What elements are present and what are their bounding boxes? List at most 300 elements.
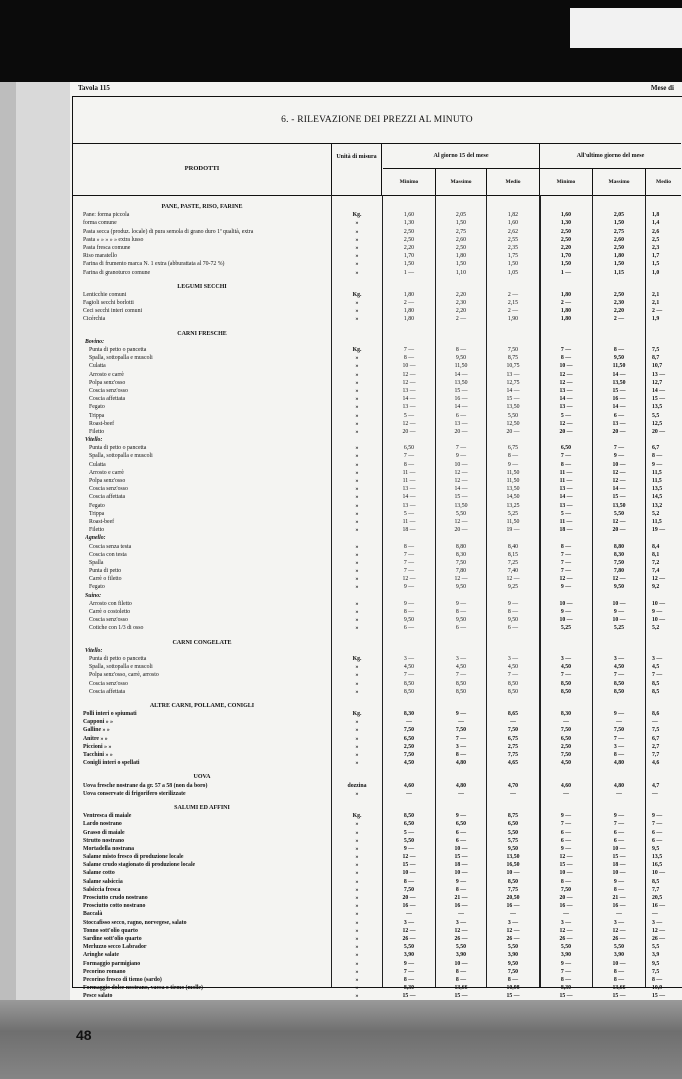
section-heading <box>73 773 681 781</box>
price-cell: — <box>406 790 412 797</box>
price-cell: 6 — <box>560 829 572 836</box>
price-cell: 16 — <box>652 903 666 910</box>
price-cell: 2,20 <box>613 308 625 315</box>
price-cell: 2 — <box>652 308 663 315</box>
table-row <box>73 461 681 469</box>
price-cell: 10 — <box>652 870 666 877</box>
price-cell: 8 — <box>507 453 519 460</box>
price-cell: 14,50 <box>506 494 520 501</box>
subgroup-title: Bovino: <box>85 338 105 345</box>
price-cell: 15 — <box>454 387 468 394</box>
price-cell: 12 — <box>559 379 573 386</box>
price-cell: 6,7 <box>652 445 660 452</box>
product-name: forma comune <box>83 220 117 227</box>
price-cell: 15 — <box>652 993 666 1000</box>
price-cell: 9 — <box>455 600 467 607</box>
price-cell: 13,25 <box>506 502 520 509</box>
price-cell: 2 — <box>403 300 415 307</box>
product-name: Prosciutto crudo nostrano <box>83 895 148 901</box>
price-cell: 7 — <box>560 559 572 566</box>
price-cell: 13 — <box>559 502 573 509</box>
price-cell: 20 — <box>652 428 666 435</box>
price-cell: 3,90 <box>507 952 519 959</box>
price-cell: 8,50 <box>403 813 415 820</box>
price-cell: 10 — <box>612 461 626 468</box>
product-name: Punta di petto <box>89 568 122 575</box>
table-row <box>73 469 681 477</box>
price-cell: 6,50 <box>403 821 415 828</box>
price-cell: 13 — <box>454 420 468 427</box>
product-name: Filetto <box>89 428 105 435</box>
product-name: Filetto <box>89 527 105 534</box>
price-cell: 26 — <box>612 935 626 942</box>
price-cell: 3 — <box>507 655 519 662</box>
price-cell: 8 — <box>652 976 663 983</box>
price-cell: 9 — <box>560 609 572 615</box>
unit-cell: » <box>355 494 359 501</box>
table-row <box>73 236 681 244</box>
product-name: Coscia affettata <box>89 688 126 695</box>
price-cell: 20 — <box>506 428 520 435</box>
price-cell: 9,5 <box>652 960 660 967</box>
unit-cell: » <box>355 680 359 687</box>
price-cell: 11 — <box>402 469 416 476</box>
price-cell: 10 — <box>652 600 666 607</box>
table-row <box>73 502 681 510</box>
price-cell: — <box>406 911 412 918</box>
price-cell: 3 — <box>403 919 415 926</box>
price-cell: 13 — <box>652 371 666 378</box>
price-cell: 15 — <box>506 993 520 1000</box>
product-name: Cotiche con 1/3 di osso <box>89 625 144 632</box>
price-cell: 16 — <box>612 903 626 910</box>
page-number: 48 <box>76 1027 92 1043</box>
price-cell: 1,05 <box>507 269 519 276</box>
price-cell: 1,7 <box>652 253 660 260</box>
subgroup-title: Vitello: <box>85 647 103 654</box>
unit-cell: » <box>355 396 359 403</box>
price-cell: — <box>458 790 464 797</box>
price-cell: 5,50 <box>507 412 519 419</box>
section-title: ALTRE CARNI, POLLAME, CONIGLI <box>149 702 255 709</box>
table-row <box>73 894 681 902</box>
price-cell: 9,50 <box>455 584 467 591</box>
price-cell: 6,7 <box>652 735 660 742</box>
price-cell: 4,80 <box>613 782 625 789</box>
unit-cell: » <box>355 760 359 767</box>
price-cell: 12 — <box>454 927 468 934</box>
price-cell: 8 — <box>613 347 625 353</box>
table-row <box>73 412 681 420</box>
price-cell: 7,50 <box>560 727 572 734</box>
unit-cell: » <box>355 510 359 517</box>
price-cell: 9,2 <box>652 584 660 591</box>
price-cell: 13,5 <box>652 854 663 861</box>
price-cell: 1,75 <box>507 253 519 260</box>
price-cell: 7,5 <box>652 347 660 353</box>
price-cell: 7,50 <box>507 968 519 975</box>
product-name: Uova fresche nostrane da gr. 57 a 58 (non da boro) <box>83 782 208 789</box>
price-cell: 1,8 <box>652 212 660 219</box>
price-cell: 7,50 <box>455 559 467 566</box>
table-row <box>73 886 681 894</box>
unit-cell: » <box>355 952 359 959</box>
price-cell: 15 — <box>612 387 626 394</box>
section-heading <box>73 330 681 338</box>
price-cell: 5 — <box>403 412 415 419</box>
table-row <box>73 387 681 395</box>
price-cell: 2,62 <box>507 228 519 235</box>
price-cell: 12 — <box>402 371 416 378</box>
unit-cell: » <box>355 985 359 992</box>
price-cell: 12 — <box>559 371 573 378</box>
price-cell: 11,5 <box>652 478 662 484</box>
table-row <box>73 655 681 663</box>
price-cell: 7 — <box>403 551 415 558</box>
price-cell: 5,25 <box>613 625 625 632</box>
unit-cell: » <box>355 316 359 323</box>
price-cell: 5,5 <box>652 412 660 419</box>
table-row <box>73 444 681 452</box>
price-cell: 7 — <box>652 672 663 679</box>
price-cell: 13,50 <box>454 502 468 509</box>
price-cell: 12 — <box>402 379 416 386</box>
price-cell: 7 — <box>455 672 467 679</box>
price-cell: 3 — <box>455 655 467 662</box>
price-cell: 12 — <box>402 927 416 934</box>
price-cell: 12 — <box>454 478 468 484</box>
table-row <box>73 951 681 959</box>
price-cell: 3 — <box>613 655 625 662</box>
price-cell: 12 — <box>559 420 573 427</box>
price-cell: 12 — <box>454 469 468 476</box>
unit-cell: » <box>355 845 359 852</box>
price-cell: 9 — <box>613 453 625 460</box>
price-cell: 5 — <box>403 510 415 517</box>
product-name: Punta di petto o pancetta <box>89 445 147 452</box>
scan-top-band <box>0 0 682 82</box>
table-row <box>73 820 681 828</box>
price-cell: 12 — <box>402 576 416 583</box>
product-name: Polpa senz'osso, carrè, arrosto <box>89 672 159 679</box>
price-cell: 8,5 <box>652 688 660 695</box>
unit-cell: » <box>355 862 359 869</box>
price-cell: 6 — <box>613 837 625 844</box>
price-cell: 20 — <box>402 428 416 435</box>
price-cell: 20 — <box>559 895 573 901</box>
price-cell: 8,30 <box>455 551 467 558</box>
table-row <box>73 452 681 460</box>
price-cell: 7,50 <box>613 727 625 734</box>
section-title: PANE, PASTE, RISO, FARINE <box>161 204 243 210</box>
price-cell: 4,50 <box>507 664 519 671</box>
unit-cell: » <box>355 387 359 394</box>
price-cell: 8 — <box>560 878 572 885</box>
price-cell: 2,30 <box>455 300 467 307</box>
unit-cell: » <box>355 688 359 695</box>
table-title: 6. - RILEVAZIONE DEI PREZZI AL MINUTO <box>73 97 681 144</box>
price-cell: 2 — <box>455 316 467 323</box>
unit-cell: » <box>355 228 359 235</box>
price-cell: 12 — <box>402 420 416 427</box>
price-cell: 10 — <box>454 960 468 967</box>
price-cell: 5,5 <box>652 944 660 951</box>
table-row <box>73 575 681 583</box>
price-cell: 2,50 <box>403 236 415 243</box>
price-cell: 9 — <box>403 960 415 967</box>
price-cell: 7 — <box>560 672 572 679</box>
price-cell: 7 — <box>455 445 467 452</box>
product-name: Trippa <box>89 412 105 419</box>
price-cell: 12 — <box>612 927 626 934</box>
price-cell: 9 — <box>560 845 572 852</box>
unit-cell: Kg. <box>352 655 362 662</box>
price-cell: 10 — <box>559 600 573 607</box>
price-cell: 10 — <box>612 960 626 967</box>
price-cell: 6 — <box>613 412 625 419</box>
price-cell: 11 — <box>402 478 416 484</box>
unit-cell: » <box>355 469 359 476</box>
table-row <box>73 403 681 411</box>
price-cell: 13 — <box>402 502 416 509</box>
price-cell: 8 — <box>613 976 625 983</box>
price-cell: 10,9 <box>652 985 663 992</box>
price-cell: 12 — <box>559 854 573 861</box>
price-cell: 12 — <box>506 576 520 583</box>
unit-cell: » <box>355 919 359 926</box>
price-cell: 8,4 <box>652 543 660 550</box>
price-cell: 21 — <box>612 895 626 901</box>
unit-cell: » <box>355 743 359 750</box>
product-name: Merluzzo secco Labrador <box>83 944 147 951</box>
price-cell: 8 — <box>403 976 415 983</box>
price-cell: 12 — <box>559 576 573 583</box>
section-heading <box>73 283 681 291</box>
header-min-2: Minimo <box>540 169 593 195</box>
unit-cell: » <box>355 960 359 967</box>
price-cell: 8,7 <box>652 355 660 362</box>
price-cell: 9 — <box>652 609 663 615</box>
price-cell: 8,30 <box>560 985 572 992</box>
table-row <box>73 829 681 837</box>
table-row <box>73 968 681 976</box>
price-cell: 1,60 <box>507 220 519 227</box>
price-cell: 1,50 <box>507 261 519 268</box>
unit-cell: Kg. <box>352 711 362 718</box>
header-min-1: Minimo <box>383 169 436 195</box>
price-cell: — <box>510 719 516 726</box>
price-cell: 8 — <box>560 976 572 983</box>
product-name: Fegato <box>89 404 105 411</box>
unit-cell: » <box>355 944 359 951</box>
price-cell: 1,80 <box>560 316 572 323</box>
product-name: Cicérchia <box>83 316 106 323</box>
price-cell: 20 — <box>612 527 626 534</box>
price-cell: 9 — <box>455 813 467 820</box>
product-name: Grasso di maiale <box>83 829 125 836</box>
product-name: Lardo nostrano <box>83 821 122 828</box>
price-cell: 1,80 <box>403 291 415 298</box>
price-cell: 18 — <box>454 862 468 869</box>
product-name: Polpa senz'osso <box>89 379 126 386</box>
unit-cell: dozzina <box>347 782 367 789</box>
product-name: Pesce salato <box>83 993 113 1000</box>
price-cell: 13,5 <box>652 404 663 411</box>
table-row <box>73 526 681 534</box>
unit-cell: » <box>355 478 359 484</box>
price-cell: 3 — <box>560 919 572 926</box>
price-cell: 5,50 <box>403 837 415 844</box>
table-row <box>73 260 681 268</box>
price-cell: 13,50 <box>506 486 520 493</box>
price-cell: 12 — <box>559 927 573 934</box>
price-cell: 2,60 <box>455 236 467 243</box>
unit-cell: » <box>355 502 359 509</box>
price-cell: — <box>563 790 569 797</box>
price-cell: 7,50 <box>507 347 519 353</box>
unit-cell: » <box>355 551 359 558</box>
price-cell: 4,60 <box>560 782 572 789</box>
table-row <box>73 608 681 616</box>
price-cell: 3 — <box>652 655 663 662</box>
price-cell: 1,50 <box>403 261 415 268</box>
table-row <box>73 616 681 624</box>
unit-cell: » <box>355 261 359 268</box>
price-cell: 11,50 <box>506 478 520 484</box>
section-heading <box>73 702 681 710</box>
subgroup-heading <box>73 338 681 346</box>
price-cell: 5,50 <box>403 944 415 951</box>
price-cell: 4,50 <box>613 664 625 671</box>
unit-cell: » <box>355 355 359 362</box>
price-cell: 10 — <box>559 617 573 624</box>
price-cell: 1,80 <box>560 291 572 298</box>
price-cell: — <box>563 719 569 726</box>
price-cell: 13 — <box>402 486 416 493</box>
product-name: Pasta » » » » » extra lusso <box>83 236 144 243</box>
price-cell: 13 — <box>559 486 573 493</box>
table-row <box>73 853 681 861</box>
price-cell: 1,80 <box>613 253 625 260</box>
unit-cell: » <box>355 236 359 243</box>
price-cell: 2,7 <box>652 743 660 750</box>
price-cell: 7 — <box>613 445 625 452</box>
unit-cell: » <box>355 752 359 758</box>
price-cell: 2,50 <box>455 244 467 251</box>
price-cell: 13 — <box>612 420 626 427</box>
price-cell: 7,40 <box>507 568 519 575</box>
price-cell: 10,7 <box>652 363 663 370</box>
price-cell: 20 — <box>402 895 416 901</box>
price-cell: — <box>652 719 658 726</box>
price-cell: 9 — <box>560 960 572 967</box>
price-cell: 3,90 <box>613 952 625 959</box>
price-cell: 2 — <box>613 316 625 323</box>
price-cell: 5,50 <box>613 944 625 951</box>
price-cell: 1,60 <box>403 212 415 219</box>
product-name: Spalla, sottopalla e muscoli <box>89 355 153 362</box>
price-cell: 5 — <box>403 829 415 836</box>
product-name: Anitre » » <box>83 735 108 742</box>
price-cell: 8 — <box>613 968 625 975</box>
price-cell: 14 — <box>506 387 520 394</box>
product-name: Trippa <box>89 510 105 517</box>
price-cell: 12 — <box>612 478 626 484</box>
product-name: Pecorino romano <box>83 968 126 975</box>
product-name: Prosciutto cotto nostrano <box>83 903 146 910</box>
unit-cell: » <box>355 886 359 893</box>
unit-cell: » <box>355 568 359 575</box>
price-cell: 7 — <box>403 453 415 460</box>
product-name: Coscia senza testa <box>89 543 132 550</box>
unit-cell: » <box>355 672 359 679</box>
product-name: Salame cotto <box>83 870 115 877</box>
price-cell: 2,55 <box>507 236 519 243</box>
table-row <box>73 861 681 869</box>
price-cell: 7,50 <box>403 886 415 893</box>
price-cell: 14 — <box>652 387 666 394</box>
price-cell: 2,50 <box>560 236 572 243</box>
price-cell: 5,2 <box>652 625 660 632</box>
price-cell: 9,50 <box>613 584 625 591</box>
unit-cell: » <box>355 453 359 460</box>
price-cell: 6 — <box>455 412 467 419</box>
table-row <box>73 543 681 551</box>
table-row <box>73 782 681 790</box>
price-cell: 12 — <box>652 927 666 934</box>
price-cell: 8 — <box>560 461 572 468</box>
product-name: Galline » » <box>83 727 110 734</box>
unit-cell: Kg. <box>352 291 362 298</box>
product-name: Salame crudo stagionato di produzione locale <box>83 862 196 869</box>
product-name: Farina di granoturco comune <box>83 269 151 276</box>
price-cell: 1,50 <box>455 261 467 268</box>
product-name: Sardine sott'olio quarto <box>83 935 142 942</box>
price-cell: 9 — <box>613 711 625 718</box>
price-cell: 2,50 <box>560 743 572 750</box>
table-row <box>73 812 681 820</box>
price-cell: 6,75 <box>507 735 519 742</box>
price-cell: 11,50 <box>454 363 468 370</box>
price-cell: 8,5 <box>652 878 660 885</box>
price-cell: 1,90 <box>507 316 519 323</box>
table-row <box>73 845 681 853</box>
price-cell: 13,50 <box>612 379 626 386</box>
price-cell: 2,3 <box>652 244 660 251</box>
price-cell: 7 — <box>613 821 625 828</box>
price-cell: 6 — <box>652 837 663 844</box>
table-row <box>73 371 681 379</box>
price-cell: 7 — <box>613 672 625 679</box>
product-name: Punta di petto o pancetta <box>89 655 147 662</box>
table-row <box>73 688 681 696</box>
section-heading <box>73 804 681 812</box>
price-cell: 2,30 <box>613 300 625 307</box>
product-name: Coscia senz'osso <box>89 617 128 624</box>
table-row <box>73 269 681 277</box>
header-max-2: Massimo <box>593 169 646 195</box>
product-name: Carrè o costoletto <box>89 609 131 615</box>
price-cell: 8,50 <box>455 688 467 695</box>
price-cell: 13,66 <box>612 985 626 992</box>
table-row <box>73 927 681 935</box>
price-cell: 2,50 <box>613 291 625 298</box>
price-cell: 26 — <box>454 935 468 942</box>
unit-cell: » <box>355 518 359 525</box>
price-cell: 8 — <box>455 347 467 353</box>
price-cell: 2,50 <box>403 228 415 235</box>
price-cell: 1,50 <box>613 220 625 227</box>
